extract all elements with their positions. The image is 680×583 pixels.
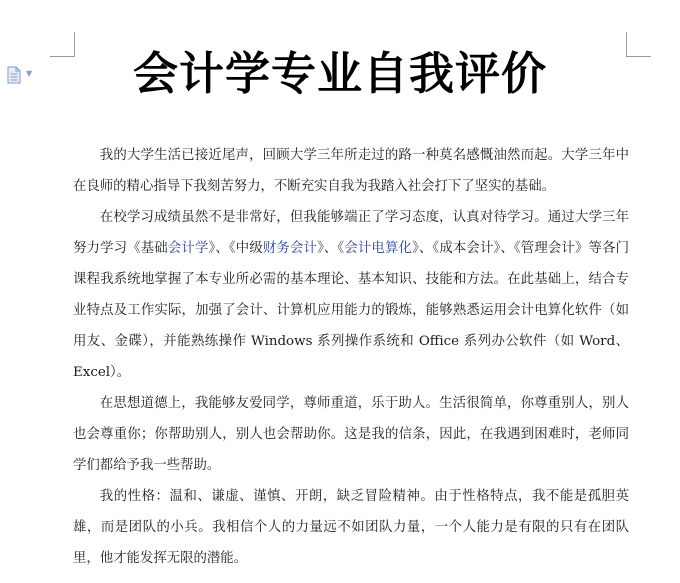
link-accounting[interactable]: 会计学 [167,241,209,256]
document-title: 会计学专业自我评价 [132,47,547,100]
paragraph-1: 我的大学生活已接近尾声，回顾大学三年所走过的路一种莫名感慨油然而起。大学三年中在良师的精心指导下我刻苦努力，不断充实自我为我踏入社会打下了坚实的基础。 [73,148,629,194]
chevron-down-icon: ▼ [26,69,33,78]
link-financial-accounting[interactable]: 财务会计 [262,241,318,256]
paragraph-3: 在思想道德上，我能够友爱同学，尊师重道，乐于助人。生活很简单，你尊重别人，别人也会尊重你；你帮助别人，别人也会帮助你。这是我的信条，因此，在我遇到困难时，老师同学们都给予我一些帮助。 [73,396,629,473]
paragraph-2 [73,202,629,388]
document-body [73,140,629,574]
paragraph-2-text-4: 》、《成本会计》、《管理会计》等各门课程我系统地掌握了本专业所必需的基本理论、基本知识、技能和方法。在此基础上，结合专业特点及工作实际，加强了会计、计算机应用能力的锻炼，能够熟悉运用会计电算化软件（如用友、金碟），并能熟练操作 Windows 系列操作系统和 Office 系列办公软件（如 Word、Excel）。 [73,241,630,380]
paragraph-2-text-2: 》、《中级 [208,241,263,256]
paragraph-4: 我的性格：温和、谦虚、谨慎、开朗，缺乏冒险精神。由于性格特点，我不能是孤胆英雄，而是团队的小兵。我相信个人的力量远不如团队力量，一个人能力是有限的只有在团队里，他才能发挥无限的潜能。 [73,489,629,566]
paragraph-2-text-3: 》、《 [317,241,345,256]
link-accounting-computerization[interactable]: 会计电算化 [344,241,413,256]
paragraph-2-text-1: 在校学习成绩虽然不是非常好，但我能够端正了学习态度，认真对待学习。通过大学三年努力学习《基础 [73,210,629,256]
